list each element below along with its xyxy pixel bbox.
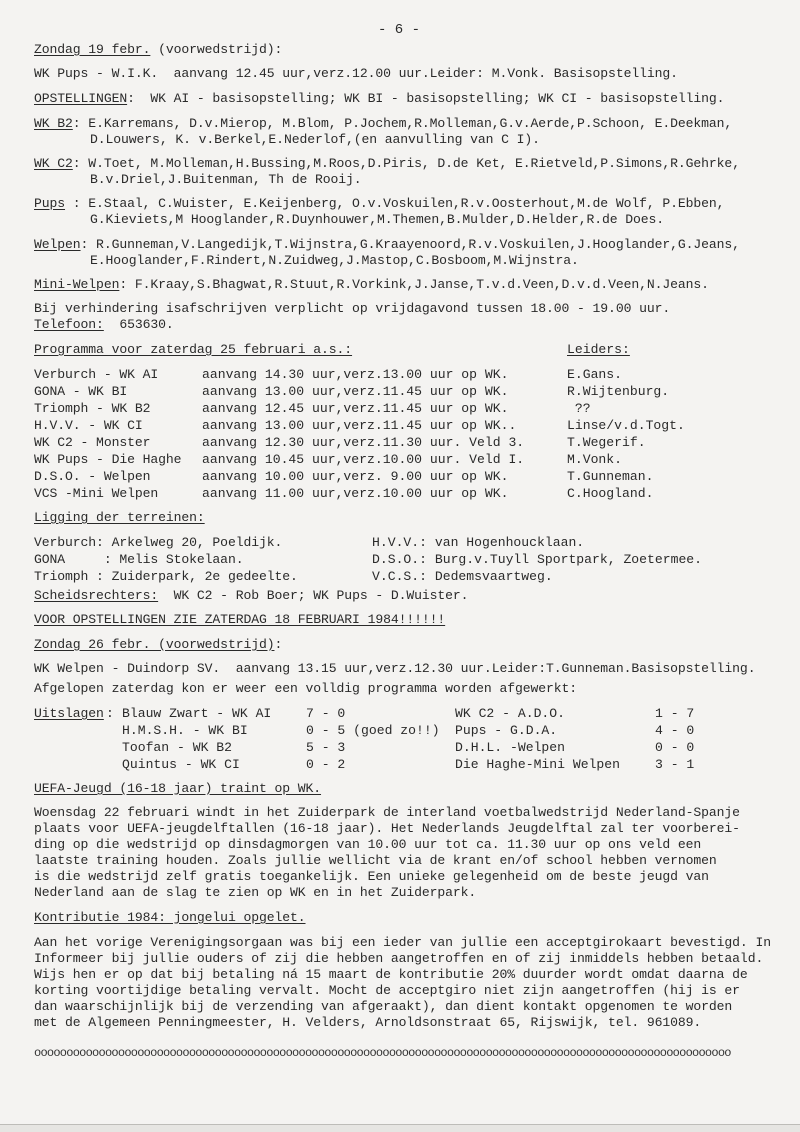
programma-row-match: H.V.V. - WK CI xyxy=(34,418,143,433)
result-match: Pups - G.D.A. xyxy=(455,723,558,738)
result-match: Quintus - WK CI xyxy=(122,757,240,772)
team-welpen: Welpen: R.Gunneman,V.Langedijk,T.Wijnstra,G.Kraayenoord,R.v.Voskuilen,J.Hooglander,G.Jeans, xyxy=(34,237,740,252)
programma-row-leider: M.Vonk. xyxy=(567,452,623,467)
result-match: Blauw Zwart - WK AI xyxy=(122,706,272,721)
uefa-paragraph-line: Nederland aan de slag te zien op WK en in het Zuiderpark. xyxy=(34,885,477,900)
result-score: 0 - 2 xyxy=(306,757,346,772)
programma-row-leider: R.Wijtenburg. xyxy=(567,384,670,399)
team-wk-c2-cont: B.v.Driel,J.Buitenman, Th de Rooij. xyxy=(90,172,362,187)
kontributie-paragraph-line: Informeer bij jullie ouders of zij die hebben aangetroffen en of zij inmiddels hebben betaald. xyxy=(34,951,764,966)
kontributie-paragraph-line: Aan het vorige Verenigingsorgaan was bij een ieder van jullie een acceptgirokaart bevestigd. In xyxy=(34,935,771,950)
programma-row-time: aanvang 10.45 uur,verz.10.00 uur. Veld I. xyxy=(202,452,525,467)
result-match: H.M.S.H. - WK BI xyxy=(122,723,248,738)
programma-row-match: GONA - WK BI xyxy=(34,384,128,399)
programma-row-time: aanvang 12.45 uur,verz.11.45 uur op WK. xyxy=(202,401,509,416)
programma-row-match: Verburch - WK AI xyxy=(34,367,159,382)
uefa-paragraph-line: laatste training houden. Zoals jullie wellicht via de krant en/of school hebben vernomen xyxy=(34,853,717,868)
afschrijven-line: Bij verhindering isafschrijven verplicht op vrijdagavond tussen 18.00 - 19.00 uur. xyxy=(34,301,671,316)
programma-row-match: VCS -Mini Welpen xyxy=(34,486,159,501)
sunday-26-heading: Zondag 26 febr. (voorwedstrijd): xyxy=(34,637,283,652)
result-score: 7 - 0 xyxy=(306,706,346,721)
separator-line: oooooooooooooooooooooooooooooooooooooooooooooooooooooooooooooooooooooooooooooooooooooooooooooooooooooooooooo xyxy=(34,1046,731,1060)
sunday-19-heading: Zondag 19 febr. (voorwedstrijd): xyxy=(34,42,283,57)
result-match: WK C2 - A.D.O. xyxy=(455,706,566,721)
terrein-right: H.V.V.: van Hogenhoucklaan. xyxy=(372,535,585,550)
sunday-19-line: WK Pups - W.I.K. aanvang 12.45 uur,verz.12.00 uur.Leider: M.Vonk. Basisopstelling. xyxy=(34,66,678,81)
team-pups: Pups : E.Staal, C.Wuister, E.Keijenberg, O.v.Voskuilen,R.v.Oosterhout,M.de Wolf, P.Ebben, xyxy=(34,196,725,211)
terrein-left: Verburch: Arkelweg 20, Poeldijk. xyxy=(34,535,283,550)
programma-row-leider: ?? xyxy=(567,401,591,416)
uefa-paragraph-line: plaats voor UEFA-jeugdelftallen (16-18 jaar). Het Nederlands Jeugdelftal zal ter voorberei- xyxy=(34,821,740,836)
programma-row-leider: T.Wegerif. xyxy=(567,435,646,450)
leiders-heading: Leiders: xyxy=(567,342,630,357)
programma-heading: Programma voor zaterdag 25 februari a.s.: xyxy=(34,342,353,357)
terrein-right: V.C.S.: Dedemsvaartweg. xyxy=(372,569,553,584)
result-match: Die Haghe-Mini Welpen xyxy=(455,757,621,772)
programma-row-time: aanvang 13.00 uur,verz.11.45 uur op WK. xyxy=(202,384,509,399)
result-score: 3 - 1 xyxy=(655,757,695,772)
result-match: D.H.L. -Welpen xyxy=(455,740,566,755)
opstellingen-line: OPSTELLINGEN: WK AI - basisopstelling; WK BI - basisopstelling; WK CI - basisopstelling. xyxy=(34,91,725,106)
programma-row-time: aanvang 12.30 uur,verz.11.30 uur. Veld 3. xyxy=(202,435,525,450)
programma-row-leider: E.Gans. xyxy=(567,367,623,382)
kontributie-heading: Kontributie 1984: jongelui opgelet. xyxy=(34,910,306,925)
opstellingen-notice: VOOR OPSTELLINGEN ZIE ZATERDAG 18 FEBRUARI 1984!!!!!! xyxy=(34,612,446,627)
programma-row-time: aanvang 11.00 uur,verz.10.00 uur op WK. xyxy=(202,486,509,501)
uefa-paragraph-line: ding op die wedstrijd op dinsdagmorgen van 10.00 uur tot ca. 11.30 uur op ons veld een xyxy=(34,837,702,852)
kontributie-paragraph-line: Wijs hen er op dat bij betaling ná 15 maart de kontributie 20% duurder wordt omdat daarna de xyxy=(34,967,748,982)
result-score: 0 - 0 xyxy=(655,740,695,755)
programma-row-time: aanvang 13.00 uur,verz.11.45 uur op WK.. xyxy=(202,418,517,433)
programma-row-match: D.S.O. - Welpen xyxy=(34,469,151,484)
result-score: 4 - 0 xyxy=(655,723,695,738)
programma-row-time: aanvang 14.30 uur,verz.13.00 uur op WK. xyxy=(202,367,509,382)
programma-row-leider: C.Hoogland. xyxy=(567,486,654,501)
uitslagen-label: Uitslagen xyxy=(34,706,104,721)
programma-row-time: aanvang 10.00 uur,verz. 9.00 uur op WK. xyxy=(202,469,509,484)
team-wk-b2: WK B2: E.Karremans, D.v.Mierop, M.Blom, P.Jochem,R.Molleman,G.v.Aerde,P.Schoon, E.Deekman, xyxy=(34,116,733,131)
terrein-left: GONA : Melis Stokelaan. xyxy=(34,552,244,567)
scheidsrechters-line: Scheidsrechters: WK C2 - Rob Boer; WK Pups - D.Wuister. xyxy=(34,588,469,603)
team-wk-b2-cont: D.Louwers, K. v.Berkel,E.Nederlof,(en aanvulling van C I). xyxy=(90,132,540,147)
afgelopen-line: Afgelopen zaterdag kon er weer een volldig programma worden afgewerkt: xyxy=(34,681,578,696)
programma-row-match: WK Pups - Die Haghe xyxy=(34,452,182,467)
team-wk-c2: WK C2: W.Toet, M.Molleman,H.Bussing,M.Roos,D.Piris, D.de Ket, E.Rietveld,P.Simons,R.Gehrke, xyxy=(34,156,740,171)
kontributie-paragraph-line: korting voortijdige betaling vervalt. Mocht de acceptgiro niet zijn aangetroffen (hij is er xyxy=(34,983,740,998)
kontributie-paragraph-line: met de Algemeen Penningmeester, H. Velders, Arnoldsonstraat 65, Rijswijk, tel. 961089. xyxy=(34,1015,702,1030)
programma-row-match: WK C2 - Monster xyxy=(34,435,151,450)
result-match: Toofan - WK B2 xyxy=(122,740,233,755)
uefa-paragraph-line: Woensdag 22 februari windt in het Zuiderpark de interland voetbalwedstrijd Nederland-Spanje xyxy=(34,805,740,820)
programma-row-leider: T.Gunneman. xyxy=(567,469,654,484)
result-score: 5 - 3 xyxy=(306,740,346,755)
team-mini-welpen: Mini-Welpen: F.Kraay,S.Bhagwat,R.Stuut,R.Vorkink,J.Janse,T.v.d.Veen,D.v.d.Veen,N.Jeans. xyxy=(34,277,709,292)
result-score: 0 - 5 (goed zo!!) xyxy=(306,723,440,738)
sunday-26-line: WK Welpen - Duindorp SV. aanvang 13.15 uur,verz.12.30 uur.Leider:T.Gunneman.Basisopstelling. xyxy=(34,661,756,676)
terrein-right: D.S.O.: Burg.v.Tuyll Sportpark, Zoetermee. xyxy=(372,552,703,567)
uitslagen-colon: : xyxy=(106,706,114,721)
telefoon-line: Telefoon: 653630. xyxy=(34,317,174,332)
kontributie-paragraph-line: dan waarschijnlijk bij de verzending van afgeraakt), dan dient kontakt opgenomen te worden xyxy=(34,999,733,1014)
result-score: 1 - 7 xyxy=(655,706,695,721)
terrein-left: Triomph : Zuiderpark, 2e gedeelte. xyxy=(34,569,298,584)
uefa-paragraph-line: is die wedstrijd zelf gratis toegankelijk. Een unieke gelegenheid om de beste jeugd van xyxy=(34,869,709,884)
team-welpen-cont: E.Hooglander,F.Rindert,N.Zuidweg,J.Mastop,C.Bosboom,M.Wijnstra. xyxy=(90,253,579,268)
team-pups-cont: G.Kieviets,M Hooglander,R.Duynhouwer,M.Themen,B.Mulder,D.Helder,R.de Does. xyxy=(90,212,665,227)
programma-row-leider: Linse/v.d.Togt. xyxy=(567,418,685,433)
terreinen-heading: Ligging der terreinen: xyxy=(34,510,205,525)
page-number: - 6 - xyxy=(378,22,421,38)
programma-row-match: Triomph - WK B2 xyxy=(34,401,151,416)
uefa-heading: UEFA-Jeugd (16-18 jaar) traint op WK. xyxy=(34,781,322,796)
